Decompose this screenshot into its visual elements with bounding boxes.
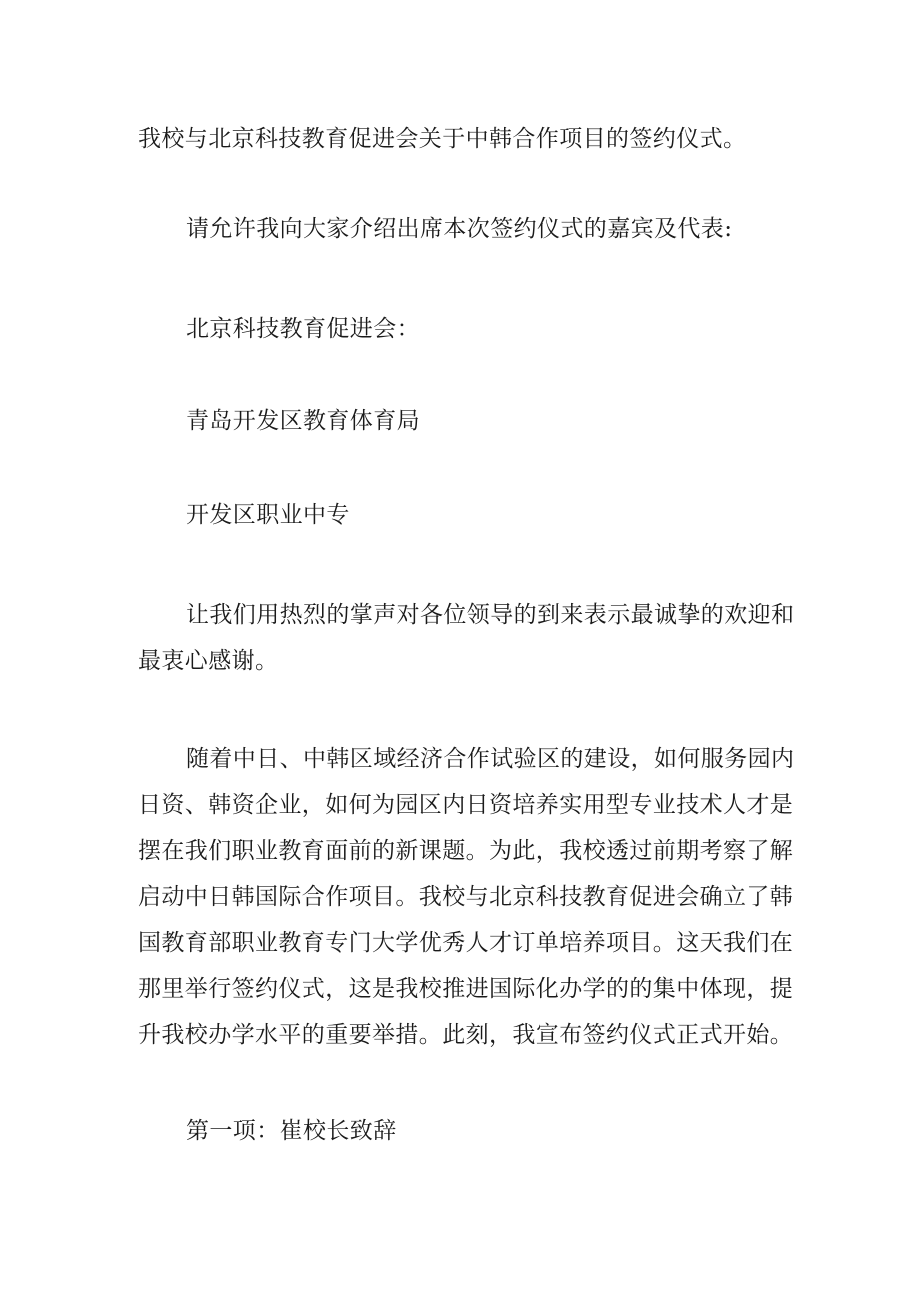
paragraph-background: 随着中日、中韩区域经济合作试验区的建设，如何服务园内日资、韩资企业，如何为园区内日资培养实用型专业技术人才是摆在我们职业教育面前的新课题。为此，我校透过前期考察了解启动中日韩国际合作项目。我校与北京科技教育促进会确立了韩国教育部职业教育专门大学优秀人才订单培养项目。这天我们在那里举行签约仪式，这是我校推进国际化办学的的集中体现，提升我校办学水平的重要举措。此刻，我宣布签约仪式正式开始。	[138, 746, 795, 1048]
paragraph-guest-school: 开发区职业中专	[186, 502, 350, 528]
paragraph-opening: 我校与北京科技教育促进会关于中韩合作项目的签约仪式。	[138, 126, 747, 152]
paragraph-guest-beijing: 北京科技教育促进会：	[186, 316, 420, 342]
paragraph-introduce-guests: 请允许我向大家介绍出席本次签约仪式的嘉宾及代表:	[186, 216, 733, 242]
paragraph-agenda-item-1: 第一项：崔校长致辞	[186, 1118, 397, 1144]
paragraph-welcome: 让我们用热烈的掌声对各位领导的到来表示最诚挚的欢迎和最衷心感谢。	[138, 602, 795, 674]
paragraph-guest-qingdao: 青岛开发区教育体育局	[186, 408, 420, 434]
